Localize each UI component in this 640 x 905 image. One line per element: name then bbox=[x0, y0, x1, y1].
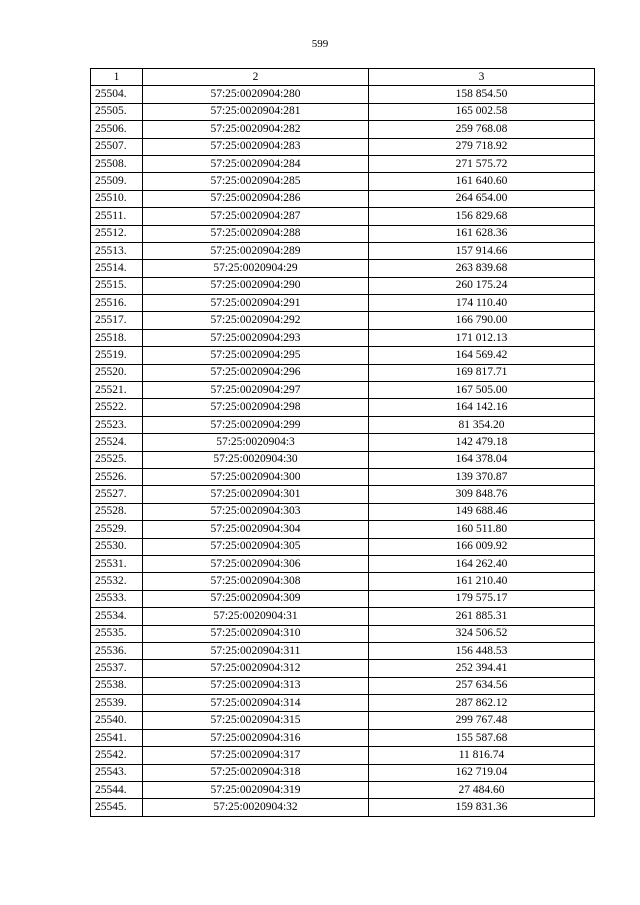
row-number-cell: 25529. bbox=[91, 521, 143, 538]
cadastral-number-cell: 57:25:0020904:313 bbox=[143, 677, 369, 694]
value-cell: 164 262.40 bbox=[369, 555, 595, 572]
value-cell: 162 719.04 bbox=[369, 764, 595, 781]
row-number-cell: 25532. bbox=[91, 573, 143, 590]
row-number-cell: 25515. bbox=[91, 277, 143, 294]
value-cell: 299 767.48 bbox=[369, 712, 595, 729]
value-cell: 309 848.76 bbox=[369, 486, 595, 503]
value-cell: 166 790.00 bbox=[369, 312, 595, 329]
value-cell: 149 688.46 bbox=[369, 503, 595, 520]
row-number-cell: 25543. bbox=[91, 764, 143, 781]
cadastral-number-cell: 57:25:0020904:299 bbox=[143, 416, 369, 433]
cadastral-number-cell: 57:25:0020904:293 bbox=[143, 329, 369, 346]
table-row bbox=[91, 138, 595, 155]
value-cell: 11 816.74 bbox=[369, 747, 595, 764]
cadastral-number-cell: 57:25:0020904:301 bbox=[143, 486, 369, 503]
value-cell: 164 142.16 bbox=[369, 399, 595, 416]
row-number-cell: 25506. bbox=[91, 121, 143, 138]
page-number: 599 bbox=[311, 38, 329, 50]
table-row bbox=[91, 764, 595, 781]
table-row bbox=[91, 521, 595, 538]
row-number-cell: 25544. bbox=[91, 782, 143, 799]
data-table bbox=[90, 68, 595, 817]
value-cell: 324 506.52 bbox=[369, 625, 595, 642]
value-cell: 263 839.68 bbox=[369, 260, 595, 277]
value-cell: 164 378.04 bbox=[369, 451, 595, 468]
table-row bbox=[91, 486, 595, 503]
row-number-cell: 25505. bbox=[91, 103, 143, 120]
cadastral-number-cell: 57:25:0020904:29 bbox=[143, 260, 369, 277]
table-row bbox=[91, 625, 595, 642]
value-cell: 171 012.13 bbox=[369, 329, 595, 346]
cadastral-number-cell: 57:25:0020904:292 bbox=[143, 312, 369, 329]
cadastral-number-cell: 57:25:0020904:300 bbox=[143, 468, 369, 485]
row-number-cell: 25528. bbox=[91, 503, 143, 520]
table-row bbox=[91, 155, 595, 172]
value-cell: 157 914.66 bbox=[369, 242, 595, 259]
table-row bbox=[91, 503, 595, 520]
row-number-cell: 25538. bbox=[91, 677, 143, 694]
value-cell: 156 448.53 bbox=[369, 642, 595, 659]
row-number-cell: 25507. bbox=[91, 138, 143, 155]
value-cell: 159 831.36 bbox=[369, 799, 595, 816]
table-row bbox=[91, 712, 595, 729]
cadastral-number-cell: 57:25:0020904:311 bbox=[143, 642, 369, 659]
row-number-cell: 25512. bbox=[91, 225, 143, 242]
cadastral-number-cell: 57:25:0020904:290 bbox=[143, 277, 369, 294]
table-row bbox=[91, 399, 595, 416]
value-cell: 169 817.71 bbox=[369, 364, 595, 381]
row-number-cell: 25541. bbox=[91, 729, 143, 746]
cadastral-number-cell: 57:25:0020904:295 bbox=[143, 347, 369, 364]
value-cell: 252 394.41 bbox=[369, 660, 595, 677]
table-row bbox=[91, 86, 595, 103]
cadastral-number-cell: 57:25:0020904:282 bbox=[143, 121, 369, 138]
table-row bbox=[91, 260, 595, 277]
cadastral-number-cell: 57:25:0020904:285 bbox=[143, 173, 369, 190]
table-header-row bbox=[91, 69, 595, 86]
row-number-cell: 25511. bbox=[91, 208, 143, 225]
value-cell: 167 505.00 bbox=[369, 382, 595, 399]
table-row bbox=[91, 416, 595, 433]
table-row bbox=[91, 642, 595, 659]
value-cell: 139 370.87 bbox=[369, 468, 595, 485]
row-number-cell: 25534. bbox=[91, 608, 143, 625]
table-row bbox=[91, 660, 595, 677]
value-cell: 279 718.92 bbox=[369, 138, 595, 155]
cadastral-number-cell: 57:25:0020904:304 bbox=[143, 521, 369, 538]
row-number-cell: 25533. bbox=[91, 590, 143, 607]
cadastral-number-cell: 57:25:0020904:280 bbox=[143, 86, 369, 103]
table-row bbox=[91, 782, 595, 799]
table-row bbox=[91, 277, 595, 294]
value-cell: 156 829.68 bbox=[369, 208, 595, 225]
cadastral-number-cell: 57:25:0020904:286 bbox=[143, 190, 369, 207]
column-header-3: 3 bbox=[369, 69, 595, 86]
table-row bbox=[91, 242, 595, 259]
cadastral-number-cell: 57:25:0020904:3 bbox=[143, 434, 369, 451]
value-cell: 161 640.60 bbox=[369, 173, 595, 190]
value-cell: 158 854.50 bbox=[369, 86, 595, 103]
cadastral-number-cell: 57:25:0020904:288 bbox=[143, 225, 369, 242]
table-row bbox=[91, 555, 595, 572]
table-row bbox=[91, 434, 595, 451]
cadastral-number-cell: 57:25:0020904:32 bbox=[143, 799, 369, 816]
table-header bbox=[91, 69, 595, 86]
row-number-cell: 25508. bbox=[91, 155, 143, 172]
row-number-cell: 25545. bbox=[91, 799, 143, 816]
cadastral-number-cell: 57:25:0020904:283 bbox=[143, 138, 369, 155]
value-cell: 164 569.42 bbox=[369, 347, 595, 364]
table-row bbox=[91, 364, 595, 381]
cadastral-number-cell: 57:25:0020904:306 bbox=[143, 555, 369, 572]
row-number-cell: 25542. bbox=[91, 747, 143, 764]
table-row bbox=[91, 103, 595, 120]
row-number-cell: 25537. bbox=[91, 660, 143, 677]
value-cell: 260 175.24 bbox=[369, 277, 595, 294]
row-number-cell: 25525. bbox=[91, 451, 143, 468]
cadastral-number-cell: 57:25:0020904:31 bbox=[143, 608, 369, 625]
value-cell: 257 634.56 bbox=[369, 677, 595, 694]
table-row bbox=[91, 677, 595, 694]
table-row bbox=[91, 295, 595, 312]
row-number-cell: 25518. bbox=[91, 329, 143, 346]
row-number-cell: 25509. bbox=[91, 173, 143, 190]
cadastral-number-cell: 57:25:0020904:309 bbox=[143, 590, 369, 607]
value-cell: 160 511.80 bbox=[369, 521, 595, 538]
cadastral-number-cell: 57:25:0020904:287 bbox=[143, 208, 369, 225]
cadastral-number-cell: 57:25:0020904:30 bbox=[143, 451, 369, 468]
cadastral-number-cell: 57:25:0020904:317 bbox=[143, 747, 369, 764]
value-cell: 165 002.58 bbox=[369, 103, 595, 120]
table-body bbox=[91, 86, 595, 816]
value-cell: 174 110.40 bbox=[369, 295, 595, 312]
table-row bbox=[91, 347, 595, 364]
table-row bbox=[91, 468, 595, 485]
value-cell: 155 587.68 bbox=[369, 729, 595, 746]
row-number-cell: 25539. bbox=[91, 695, 143, 712]
row-number-cell: 25521. bbox=[91, 382, 143, 399]
cadastral-number-cell: 57:25:0020904:305 bbox=[143, 538, 369, 555]
value-cell: 166 009.92 bbox=[369, 538, 595, 555]
value-cell: 179 575.17 bbox=[369, 590, 595, 607]
row-number-cell: 25523. bbox=[91, 416, 143, 433]
value-cell: 259 768.08 bbox=[369, 121, 595, 138]
row-number-cell: 25510. bbox=[91, 190, 143, 207]
table-row bbox=[91, 590, 595, 607]
table-row bbox=[91, 573, 595, 590]
row-number-cell: 25516. bbox=[91, 295, 143, 312]
row-number-cell: 25536. bbox=[91, 642, 143, 659]
column-header-1: 1 bbox=[91, 69, 143, 86]
row-number-cell: 25540. bbox=[91, 712, 143, 729]
row-number-cell: 25527. bbox=[91, 486, 143, 503]
cadastral-number-cell: 57:25:0020904:284 bbox=[143, 155, 369, 172]
value-cell: 81 354.20 bbox=[369, 416, 595, 433]
value-cell: 27 484.60 bbox=[369, 782, 595, 799]
table-row bbox=[91, 208, 595, 225]
column-header-2: 2 bbox=[143, 69, 369, 86]
cadastral-number-cell: 57:25:0020904:316 bbox=[143, 729, 369, 746]
cadastral-number-cell: 57:25:0020904:289 bbox=[143, 242, 369, 259]
value-cell: 161 210.40 bbox=[369, 573, 595, 590]
cadastral-number-cell: 57:25:0020904:315 bbox=[143, 712, 369, 729]
row-number-cell: 25530. bbox=[91, 538, 143, 555]
row-number-cell: 25531. bbox=[91, 555, 143, 572]
cadastral-number-cell: 57:25:0020904:291 bbox=[143, 295, 369, 312]
table-row bbox=[91, 312, 595, 329]
value-cell: 287 862.12 bbox=[369, 695, 595, 712]
table-row bbox=[91, 608, 595, 625]
row-number-cell: 25513. bbox=[91, 242, 143, 259]
table-row bbox=[91, 190, 595, 207]
table-row bbox=[91, 225, 595, 242]
cadastral-number-cell: 57:25:0020904:318 bbox=[143, 764, 369, 781]
cadastral-number-cell: 57:25:0020904:281 bbox=[143, 103, 369, 120]
value-cell: 261 885.31 bbox=[369, 608, 595, 625]
cadastral-number-cell: 57:25:0020904:319 bbox=[143, 782, 369, 799]
table-row bbox=[91, 538, 595, 555]
table-row bbox=[91, 451, 595, 468]
row-number-cell: 25535. bbox=[91, 625, 143, 642]
row-number-cell: 25524. bbox=[91, 434, 143, 451]
row-number-cell: 25522. bbox=[91, 399, 143, 416]
cadastral-number-cell: 57:25:0020904:312 bbox=[143, 660, 369, 677]
row-number-cell: 25519. bbox=[91, 347, 143, 364]
table-row bbox=[91, 747, 595, 764]
value-cell: 271 575.72 bbox=[369, 155, 595, 172]
table-row bbox=[91, 799, 595, 816]
row-number-cell: 25504. bbox=[91, 86, 143, 103]
table-row bbox=[91, 695, 595, 712]
cadastral-number-cell: 57:25:0020904:296 bbox=[143, 364, 369, 381]
cadastral-number-cell: 57:25:0020904:303 bbox=[143, 503, 369, 520]
row-number-cell: 25520. bbox=[91, 364, 143, 381]
table-row bbox=[91, 173, 595, 190]
table-row bbox=[91, 329, 595, 346]
cadastral-number-cell: 57:25:0020904:310 bbox=[143, 625, 369, 642]
cadastral-number-cell: 57:25:0020904:297 bbox=[143, 382, 369, 399]
row-number-cell: 25526. bbox=[91, 468, 143, 485]
table-row bbox=[91, 121, 595, 138]
row-number-cell: 25514. bbox=[91, 260, 143, 277]
table-row bbox=[91, 729, 595, 746]
table-row bbox=[91, 382, 595, 399]
row-number-cell: 25517. bbox=[91, 312, 143, 329]
cadastral-number-cell: 57:25:0020904:308 bbox=[143, 573, 369, 590]
value-cell: 161 628.36 bbox=[369, 225, 595, 242]
cadastral-number-cell: 57:25:0020904:298 bbox=[143, 399, 369, 416]
cadastral-number-cell: 57:25:0020904:314 bbox=[143, 695, 369, 712]
value-cell: 264 654.00 bbox=[369, 190, 595, 207]
value-cell: 142 479.18 bbox=[369, 434, 595, 451]
